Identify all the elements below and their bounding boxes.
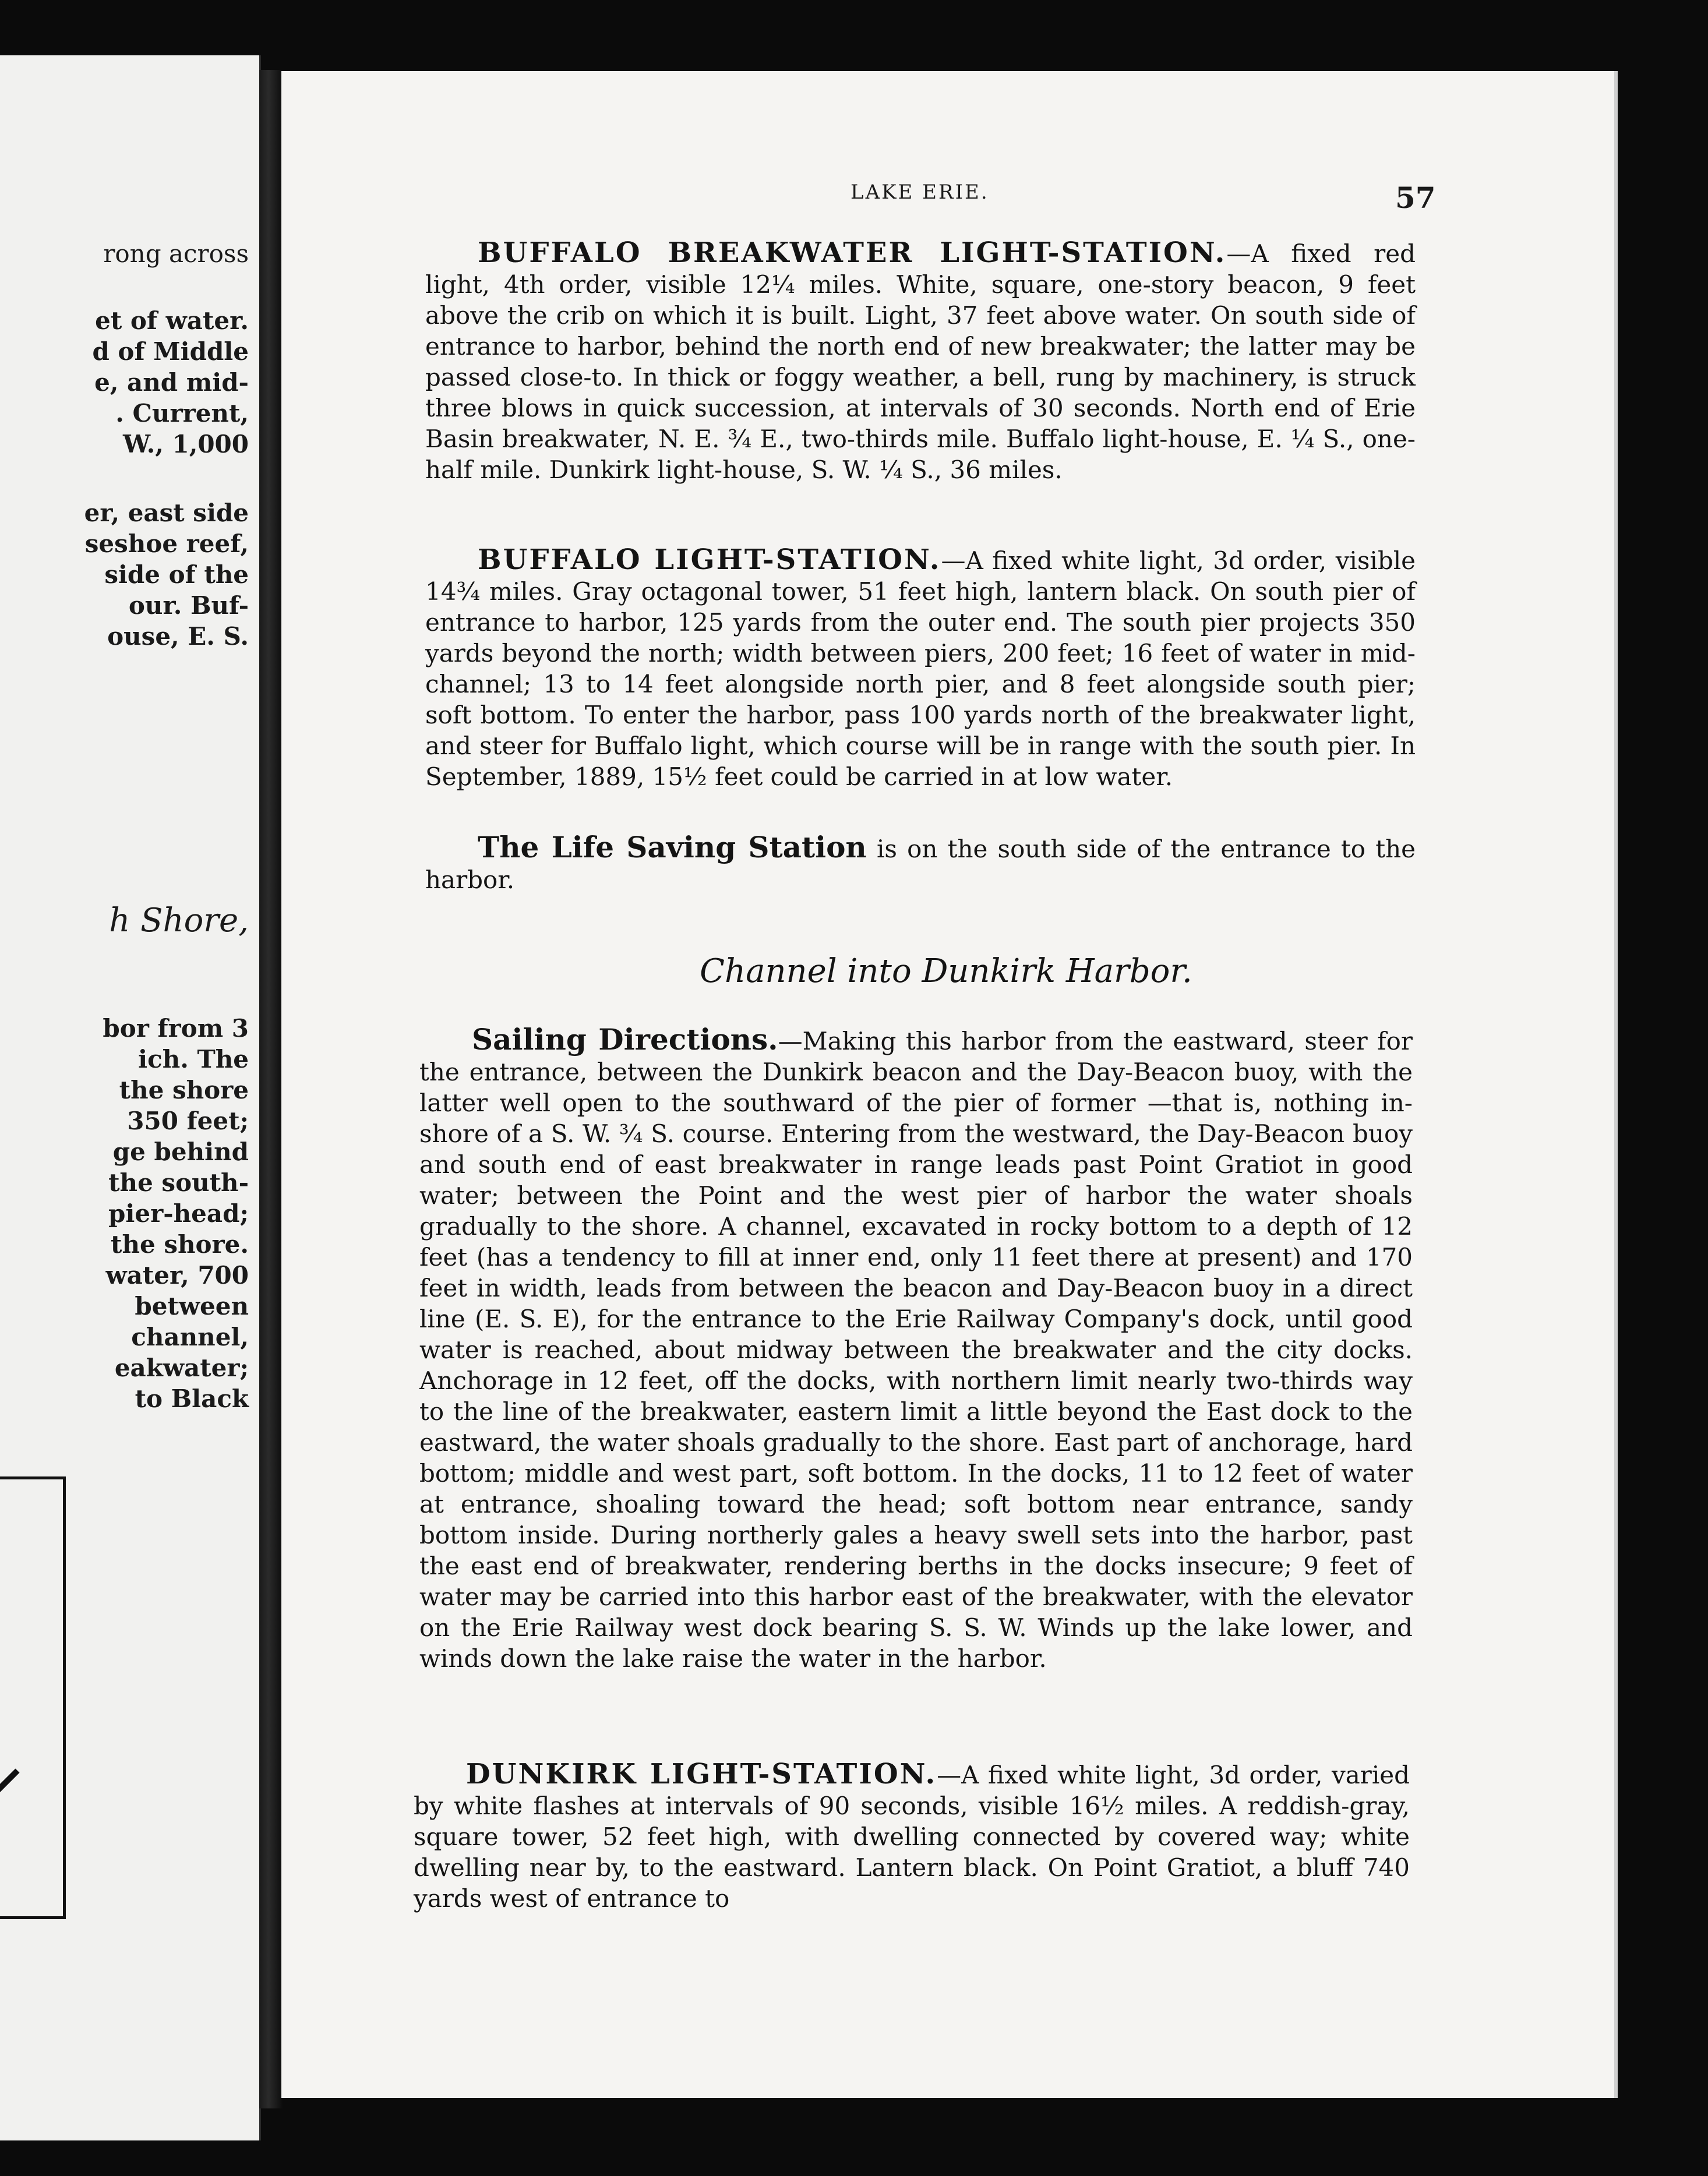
left-fragment: the shore. [111,1230,249,1259]
left-fragment: to Black [135,1384,249,1413]
entry-text: —A fixed red light, 4th order, visible 12¼ miles. White, square, one-story beacon, 9 feet above the crib on which it is built. Light, 37 feet above water. On south side of entrance to harbor, behind the north end of new breakwater; the latter may be passed close-to. In thick or foggy weather, a bell, rung by machinery, is struck three blows in quick succession, at intervals of 30 seconds. North end of Erie Basin breakwater, N. E. ¾ E., two-thirds mile. Buffalo light-house, E. ¼ S., one-half mile. Dunkirk light-house, S. W. ¼ S., 36 miles. [425,239,1416,484]
left-fragment: e, and mid- [94,368,249,397]
left-fragment: our. Buf- [128,591,249,620]
left-fragment: ouse, E. S. [107,622,249,651]
figure-stroke [0,1479,63,1916]
left-page [0,55,261,2140]
life-saving-entry [425,832,1416,895]
left-fragment: ich. The [138,1045,249,1073]
entry-text: —A fixed white light, 3d order, varied by white flashes at intervals of 90 seconds, visible 16½ miles. A reddish-gray, square tower, 52 feet high, with dwelling connected by covered way; white dwelling near by, to the eastward. Lantern black. On Point Gratiot, a bluff 740 yards west of entrance to [414,1761,1410,1913]
left-fragment: et of water. [95,306,249,335]
left-figure-frame [0,1476,66,1919]
left-fragment: water, 700 [105,1261,249,1290]
left-fragment-heading: h Shore, [109,902,249,939]
entry-text: is on the south side of the entrance to the harbor. [425,835,1416,894]
left-fragment: eakwater; [114,1354,249,1382]
left-fragment: seshoe reef, [84,529,249,558]
section-title: Channel into Dunkirk Harbor. [700,952,1192,990]
left-fragment: W., 1,000 [122,430,249,458]
left-fragment: the south- [108,1168,249,1197]
left-fragment: rong across [103,239,249,268]
book-gutter [259,70,283,2108]
running-head: LAKE ERIE. [851,181,989,204]
dunkirk-light-entry [414,1759,1410,1914]
left-fragment: side of the [104,560,249,589]
entry-text: —Making this harbor from the eastward, steer for the entrance, between the Dunkirk beacon and the Day-Beacon buoy, with the latter well open to the southward of the pier of former —that is, nothing in-shore of a S. W. ¾ S. course. Entering from the westward, the Day-Beacon buoy and south end of east breakwater in range leads past Point Gratiot in good water; between the Point and the west pier of harbor the water shoals gradually to the shore. A channel, excavated in rocky bottom to a depth of 12 feet (has a tendency to fill at inner end, only 11 feet there at present) and 170 feet in width, leads from between the beacon and Day-Beacon buoy in a direct line (E. S. E), for the entrance to the Erie Railway Company's dock, until good water is reached, about midway between the breakwater and the city docks. Anchorage in 12 feet, off the docks, with northern limit nearly two-thirds way to the line of the breakwater, eastern limit a little beyond the East dock to the eastward, the water shoals gradually to the shore. East part of anchorage, hard bottom; middle and west part, soft bottom. In the docks, 11 to 12 feet of water at entrance, shoaling toward the head; soft bottom near entrance, sandy bottom inside. During northerly gales a heavy swell sets into the harbor, past the east end of breakwater, rendering berths in the docks insecure; 9 feet of water may be carried into this harbor east of the breakwater, with the elevator on the Erie Railway west dock bearing S. S. W. Winds up the lake lower, and winds down the lake raise the water in the harbor. [419,1027,1413,1673]
buffalo-light-entry [425,545,1416,792]
entry-heading: The Life Saving Station [478,830,867,864]
left-fragment: 350 feet; [127,1107,249,1135]
sailing-directions-entry [419,1024,1413,1674]
buffalo-breakwater-entry [425,238,1416,485]
left-fragment: pier-head; [108,1199,249,1228]
left-fragment: between [135,1292,249,1320]
entry-heading: BUFFALO BREAKWATER LIGHT-STATION. [478,236,1227,269]
left-fragment: ge behind [112,1138,249,1166]
entry-heading: Sailing Directions. [472,1022,778,1057]
left-fragment: . Current, [115,399,249,428]
entry-heading: DUNKIRK LIGHT-STATION. [466,1758,937,1790]
page-number: 57 [1395,181,1436,215]
left-fragment: d of Middle [92,337,249,366]
entry-heading: BUFFALO LIGHT-STATION. [478,543,941,576]
left-fragment: bor from 3 [103,1014,249,1043]
left-fragment: er, east side [84,499,249,527]
left-fragment: channel, [131,1323,249,1351]
entry-text: —A fixed white light, 3d order, visible 14¾ miles. Gray octagonal tower, 51 feet high, lantern black. On south pier of entrance to harbor, 125 yards from the outer end. The south pier projects 350 yards beyond the north; width between piers, 200 feet; 16 feet of water in mid-channel; 13 to 14 feet alongside north pier, and 8 feet alongside south pier; soft bottom. To enter the harbor, pass 100 yards north of the breakwater light, and steer for Buffalo light, which course will be in range with the south pier. In September, 1889, 15½ feet could be carried in at low water. [425,546,1416,791]
left-fragment: the shore [119,1076,249,1104]
